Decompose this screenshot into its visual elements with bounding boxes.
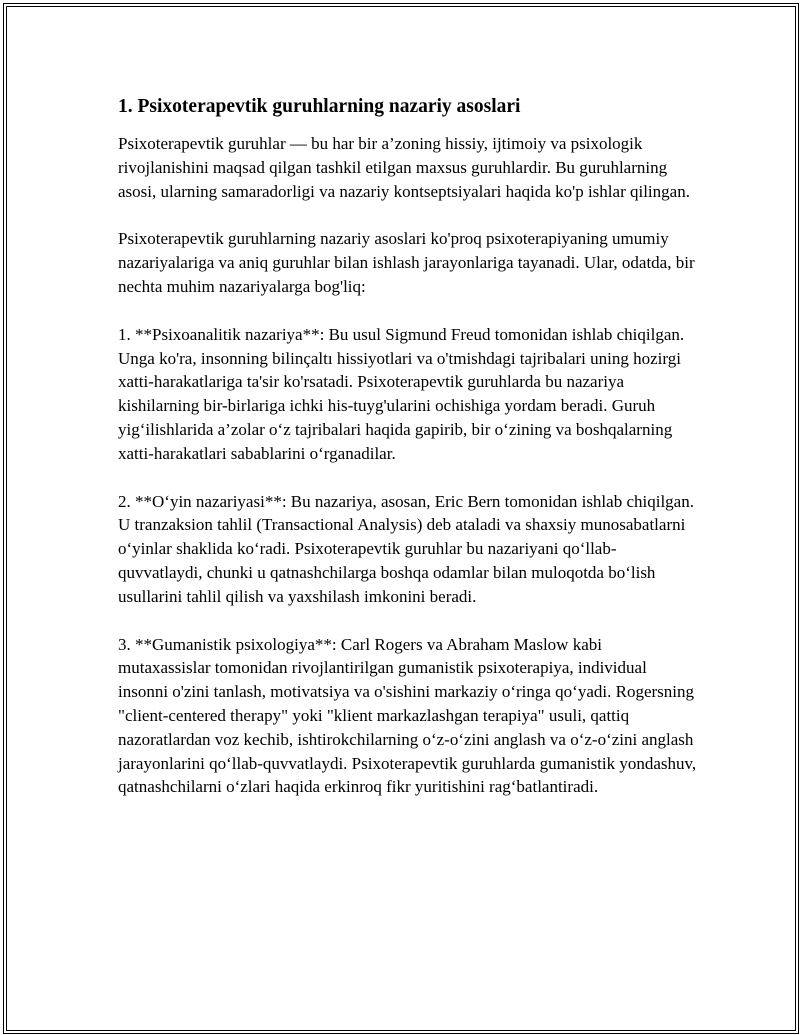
intro-paragraph: Psixoterapevtik guruhlar — bu har bir a’zoning hissiy, ijtimoiy va psixologik rivojlanishini maqsad qilgan tashkil etilgan maxsus guruhlardir. Bu guruhlarning asosi, ularning samaradorligi va nazariy kontseptsiyalari haqida ko'p ishlar qilingan. xyxy=(118,134,690,201)
psychoanalytic-theory-paragraph: 1. **Psixoanalitik nazariya**: Bu usul Sigmund Freud tomonidan ishlab chiqilgan. Unga ko'ra, insonning bilinçaltı hissiyotlari va o'tmishdagi tajribalari uning hozirgi xatti-harakatlariga ta'sir ko'rsatadi. Psixoterapevtik guruhlarda bu nazariya kishilarning bir-birlariga ichki his-tuyg'ularini ochishiga yordam beradi. Guruh yig‘ilishlarida a’zolar o‘z tajribalari haqida gapirib, bir o‘zining va boshqalarning xatti-harakatlari sabablarini o‘rganadilar. xyxy=(118,324,685,463)
game-theory-paragraph: 2. **O‘yin nazariyasi**: Bu nazariya, asosan, Eric Bern tomonidan ishlab chiqilgan. U tranzaksion tahlil (Transactional Analysis) deb ataladi va shaxsiy munosabatlarni o‘yinlar shaklida ko‘radi. Psixoterapevtik guruhlar bu nazariyani qo‘llab-quvvatlaydi, chunki u qatnashchilarga boshqa odamlar bilan muloqotda bo‘lish usullarini tahlil qilish va yaxshilash imkonini beradi. xyxy=(118,491,694,606)
overview-paragraph: Psixoterapevtik guruhlarning nazariy asoslari ko'proq psixoterapiyaning umumiy nazariyalariga va aniq guruhlar bilan ishlash jarayonlariga tayanadi. Ular, odatda, bir nechta muhim nazariyalarga bog'liq: xyxy=(118,229,695,296)
humanistic-psychology-paragraph: 3. **Gumanistik psixologiya**: Carl Rogers va Abraham Maslow kabi mutaxassislar tomonidan rivojlantirilgan gumanistik psixoterapiya, individual insonni o'zini tanlash, motivatsiya va o'sishini markaziy o‘ringa qo‘yadi. Rogersning "client-centered therapy" yoki "klient markazlashgan terapiya" usuli, qattiq nazoratlardan voz kechib, ishtirokchilarning o‘z-o‘zini anglash va o‘z-o‘zini anglash jarayonlarini qo‘llab-quvvatlaydi. Psixoterapevtik guruhlarda gumanistik yondashuv, qatnashchilarni o‘zlari haqida erkinroq fikr yuritishini rag‘batlantiradi. xyxy=(118,634,697,797)
document-body xyxy=(118,94,698,823)
section-heading: 1. Psixoterapevtik guruhlarning nazariy asoslari xyxy=(118,96,521,117)
